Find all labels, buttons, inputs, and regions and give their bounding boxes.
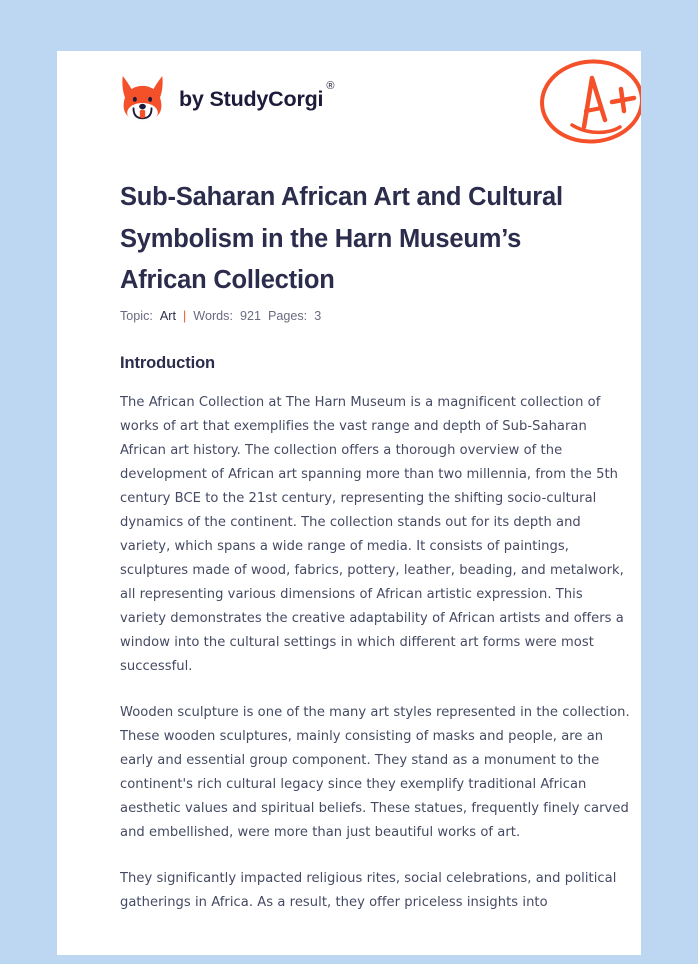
page-title: Sub-Saharan African Art and Cultural Symbolism in the Harn Museum’s African Collection [120, 183, 563, 294]
registered-trademark-icon: ® [326, 80, 335, 93]
pages-label: Pages: [267, 309, 308, 323]
studycorgi-brand[interactable] [120, 74, 335, 122]
paragraph: They significantly impacted religious rites, social celebrations, and political gatherings in Africa. As a result, they offer priceless insights into [120, 871, 617, 910]
section-heading-introduction: Introduction [120, 354, 216, 372]
words-value: 921 [239, 309, 261, 323]
paragraph: Wooden sculpture is one of the many art styles represented in the collection. These wooden sculptures, mainly consisting of masks and people, are an early and essential group component. They stand as a monument to the continent's rich cultural legacy since they exemplify traditional African aesthetic values and spiritual beliefs. These statues, frequently finely carved and embellished, were more than just beautiful works of art. [120, 705, 630, 840]
document-header [57, 51, 641, 156]
topic-label: Topic: [120, 309, 153, 323]
meta-separator: | [183, 309, 187, 323]
paragraph: The African Collection at The Harn Museum is a magnificent collection of works of art that exemplifies the vast range and depth of Sub-Saharan African art history. The collection offers a thorough overview of the development of African art spanning more than two millennia, from the 5th century BCE to the 21st century, representing the shifting socio-cultural dynamics of the continent. The collection stands out for its depth and variety, which spans a wide range of media. It consists of paintings, sculptures made of wood, fabrics, pottery, leather, beading, and metalwork, all representing various dimensions of African artistic expression. This variety demonstrates the creative adaptability of African artists and offers a window into the cultural settings in which different art forms were most successful. [120, 395, 624, 674]
a-plus-circled-icon [536, 54, 641, 149]
words-label: Words: [193, 309, 233, 323]
corgi-head-icon [120, 74, 165, 122]
document-meta [120, 309, 321, 323]
article-body [120, 391, 633, 937]
pages-value: 3 [314, 309, 322, 323]
brand-name: by StudyCorgi® [179, 80, 335, 111]
topic-link[interactable]: Art [159, 309, 176, 323]
document-sheet [57, 51, 641, 955]
